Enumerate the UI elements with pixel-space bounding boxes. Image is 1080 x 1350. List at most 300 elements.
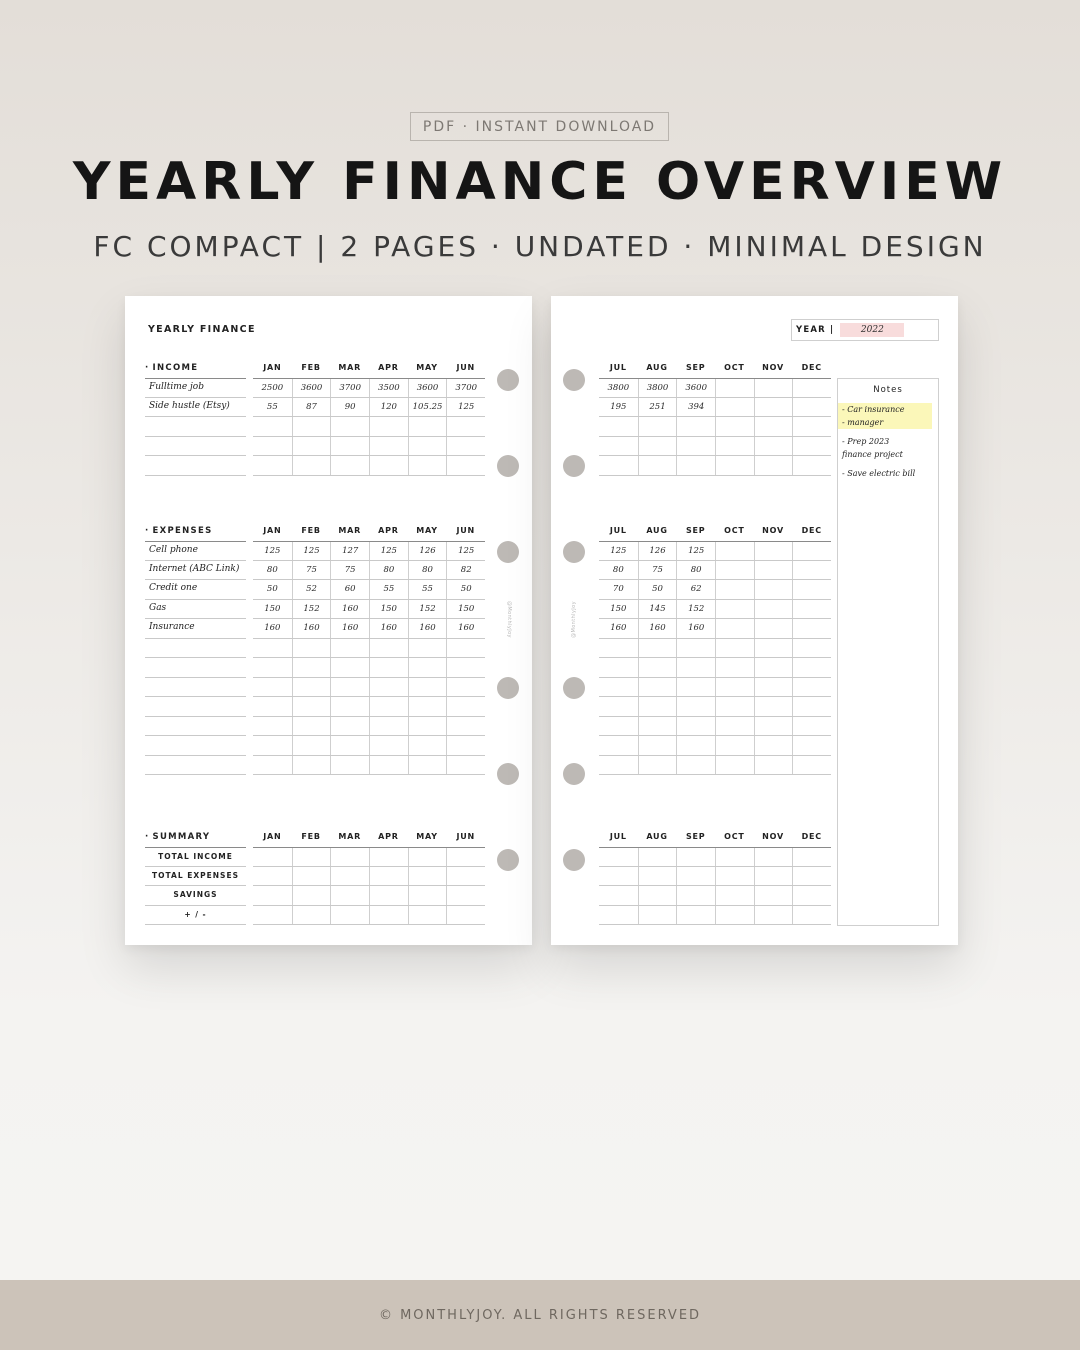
footer-band — [0, 1280, 1080, 1350]
table-cell[interactable]: 70 — [612, 584, 624, 594]
table-cell[interactable] — [792, 398, 831, 417]
table-cell[interactable] — [754, 417, 793, 436]
table-cell[interactable] — [715, 717, 754, 736]
table-cell[interactable] — [446, 437, 485, 456]
table-cell[interactable]: 125 — [264, 546, 281, 556]
table-cell[interactable] — [638, 658, 677, 677]
table-cell[interactable] — [754, 717, 793, 736]
table-cell[interactable]: 160 — [610, 623, 627, 633]
right-planner-page — [551, 296, 958, 945]
table-cell[interactable] — [292, 437, 331, 456]
table-cell[interactable] — [715, 417, 754, 436]
table-row — [253, 906, 485, 926]
table-cell[interactable] — [715, 437, 754, 456]
table-cell[interactable] — [408, 697, 447, 716]
table-cell[interactable] — [715, 379, 754, 397]
table-cell[interactable]: 75 — [330, 561, 369, 580]
table-cell[interactable] — [754, 561, 793, 580]
table-cell[interactable] — [754, 736, 793, 755]
table-cell[interactable] — [715, 600, 754, 619]
table-cell[interactable] — [446, 848, 485, 866]
table-cell[interactable] — [330, 456, 369, 475]
month-header-cell: MAR — [338, 363, 362, 372]
table-cell[interactable] — [638, 639, 677, 658]
table-cell[interactable] — [408, 848, 447, 866]
table-cell[interactable] — [754, 437, 793, 456]
row-label: Side hustle (Etsy) — [145, 398, 246, 418]
table-cell[interactable] — [253, 886, 292, 905]
table-cell[interactable]: 105.25 — [408, 398, 447, 417]
table-cell[interactable] — [638, 756, 677, 775]
table-cell[interactable] — [330, 717, 369, 736]
table-cell[interactable] — [792, 437, 831, 456]
table-cell[interactable]: 160 — [369, 619, 408, 638]
table-cell[interactable]: 145 — [638, 600, 677, 619]
table-cell[interactable] — [792, 456, 831, 475]
table-cell[interactable]: 125 — [610, 546, 627, 556]
table-cell[interactable] — [792, 639, 831, 658]
table-cell[interactable] — [369, 456, 408, 475]
table-cell[interactable] — [408, 639, 447, 658]
table-cell[interactable]: 160 — [292, 619, 331, 638]
table-cell[interactable] — [638, 437, 677, 456]
table-cell[interactable]: 160 — [638, 619, 677, 638]
table-cell[interactable] — [330, 678, 369, 697]
table-cell[interactable] — [638, 456, 677, 475]
table-cell[interactable]: 80 — [369, 561, 408, 580]
table-cell[interactable]: 3700 — [446, 379, 485, 397]
table-cell[interactable]: 160 — [264, 623, 281, 633]
table-cell[interactable]: 3600 — [408, 379, 447, 397]
table-cell[interactable] — [446, 658, 485, 677]
table-cell[interactable] — [676, 456, 715, 475]
table-cell[interactable] — [408, 717, 447, 736]
table-cell[interactable]: 80 — [612, 564, 624, 575]
table-cell[interactable] — [792, 658, 831, 677]
table-cell[interactable] — [754, 678, 793, 697]
table-cell[interactable] — [253, 658, 292, 677]
expenses-section-label: · EXPENSES — [145, 526, 213, 536]
table-cell[interactable]: 3600 — [292, 379, 331, 397]
table-cell[interactable] — [676, 697, 715, 716]
table-cell[interactable] — [408, 886, 447, 905]
table-cell[interactable] — [599, 658, 638, 677]
table-cell[interactable]: 3600 — [676, 379, 715, 397]
table-cell[interactable] — [446, 736, 485, 755]
table-cell[interactable] — [292, 417, 331, 436]
table-cell[interactable] — [446, 886, 485, 905]
table-cell[interactable] — [715, 542, 754, 560]
table-cell[interactable] — [638, 906, 677, 925]
table-cell[interactable] — [292, 658, 331, 677]
page-title: YEARLY FINANCE — [148, 324, 256, 335]
table-cell[interactable] — [369, 906, 408, 925]
table-cell[interactable]: 125 — [676, 542, 715, 560]
side-copyright: @MonthlyJoy — [571, 601, 577, 638]
table-cell[interactable] — [599, 886, 638, 905]
table-cell[interactable] — [638, 886, 677, 905]
table-cell[interactable] — [369, 437, 408, 456]
table-cell[interactable] — [253, 456, 292, 475]
table-cell[interactable]: 62 — [676, 580, 715, 599]
table-cell[interactable] — [715, 639, 754, 658]
table-cell[interactable] — [715, 456, 754, 475]
table-cell[interactable] — [792, 542, 831, 560]
table-cell[interactable] — [792, 379, 831, 397]
table-cell[interactable] — [792, 886, 831, 905]
table-cell[interactable] — [292, 848, 331, 866]
table-cell[interactable] — [676, 736, 715, 755]
table-cell[interactable] — [792, 867, 831, 886]
table-cell[interactable]: 251 — [638, 398, 677, 417]
table-cell[interactable] — [253, 417, 292, 436]
month-header-cell: MAR — [338, 526, 362, 535]
table-cell[interactable] — [792, 697, 831, 716]
table-cell[interactable] — [715, 848, 754, 866]
table-cell[interactable] — [292, 678, 331, 697]
table-cell[interactable] — [369, 867, 408, 886]
table-cell[interactable] — [408, 756, 447, 775]
table-cell[interactable] — [330, 906, 369, 925]
table-cell[interactable] — [408, 437, 447, 456]
table-cell[interactable]: 80 — [266, 564, 278, 575]
table-cell[interactable] — [292, 756, 331, 775]
table-cell[interactable] — [715, 756, 754, 775]
table-cell[interactable] — [253, 736, 292, 755]
table-cell[interactable]: 120 — [369, 398, 408, 417]
month-header-cell: FEB — [301, 363, 321, 372]
table-cell[interactable]: 3800 — [607, 383, 630, 393]
table-cell[interactable] — [369, 736, 408, 755]
table-cell[interactable] — [369, 886, 408, 905]
table-cell[interactable] — [599, 639, 638, 658]
table-cell[interactable] — [446, 639, 485, 658]
ring-hole — [497, 849, 519, 871]
table-cell[interactable]: 195 — [610, 401, 627, 412]
table-cell[interactable] — [330, 417, 369, 436]
row-label — [145, 658, 246, 678]
table-cell[interactable] — [446, 417, 485, 436]
table-cell[interactable] — [330, 867, 369, 886]
table-cell[interactable]: 50 — [266, 584, 278, 594]
table-row — [253, 847, 485, 867]
table-cell[interactable] — [792, 756, 831, 775]
table-cell[interactable]: 152 — [292, 600, 331, 619]
table-cell[interactable]: 3700 — [330, 379, 369, 397]
table-cell[interactable] — [330, 639, 369, 658]
table-cell[interactable] — [676, 867, 715, 886]
table-cell[interactable]: 75 — [638, 561, 677, 580]
table-cell[interactable] — [446, 867, 485, 886]
table-cell[interactable] — [638, 867, 677, 886]
table-cell[interactable]: 3500 — [369, 379, 408, 397]
table-cell[interactable] — [754, 848, 793, 866]
income-row-labels — [145, 378, 246, 476]
table-cell[interactable] — [253, 639, 292, 658]
table-cell[interactable] — [754, 580, 793, 599]
month-header-cell: JAN — [263, 363, 282, 372]
table-cell[interactable] — [292, 697, 331, 716]
table-cell[interactable] — [792, 561, 831, 580]
table-cell[interactable]: 125 — [292, 542, 331, 560]
table-cell[interactable]: 55 — [369, 580, 408, 599]
table-cell[interactable] — [754, 619, 793, 638]
table-cell[interactable] — [676, 848, 715, 866]
table-cell[interactable] — [599, 717, 638, 736]
table-cell[interactable]: 55 — [266, 401, 278, 412]
table-cell[interactable] — [369, 848, 408, 866]
table-cell[interactable] — [330, 658, 369, 677]
table-cell[interactable]: 152 — [408, 600, 447, 619]
month-header-cell: MAY — [416, 832, 438, 841]
table-cell[interactable]: 50 — [446, 580, 485, 599]
table-cell[interactable] — [369, 658, 408, 677]
table-cell[interactable] — [715, 580, 754, 599]
table-row — [599, 561, 831, 581]
table-cell[interactable] — [792, 736, 831, 755]
table-cell[interactable] — [292, 886, 331, 905]
table-cell[interactable] — [715, 886, 754, 905]
table-cell[interactable] — [446, 678, 485, 697]
table-cell[interactable] — [408, 658, 447, 677]
month-header-cell: FEB — [301, 526, 321, 535]
expenses-row-labels — [145, 541, 246, 775]
table-cell[interactable]: 75 — [292, 561, 331, 580]
table-cell[interactable] — [638, 417, 677, 436]
table-cell[interactable] — [369, 756, 408, 775]
table-cell[interactable] — [676, 886, 715, 905]
table-cell[interactable] — [792, 600, 831, 619]
note-item: - Car insurance - manager — [838, 403, 932, 429]
table-cell[interactable] — [715, 678, 754, 697]
table-cell[interactable] — [446, 906, 485, 925]
table-row — [253, 717, 485, 737]
table-cell[interactable] — [676, 639, 715, 658]
product-subtitle: FC COMPACT | 2 PAGES · UNDATED · MINIMAL DESIGN — [93, 230, 987, 263]
table-cell[interactable] — [754, 756, 793, 775]
table-cell[interactable] — [792, 678, 831, 697]
table-cell[interactable] — [253, 756, 292, 775]
table-cell[interactable] — [754, 456, 793, 475]
table-cell[interactable]: 125 — [446, 398, 485, 417]
table-cell[interactable] — [408, 456, 447, 475]
table-cell[interactable] — [408, 417, 447, 436]
table-cell[interactable]: 160 — [330, 600, 369, 619]
table-cell[interactable] — [292, 867, 331, 886]
table-row — [253, 437, 485, 457]
table-cell[interactable] — [369, 678, 408, 697]
table-cell[interactable] — [792, 717, 831, 736]
month-header-cell: JAN — [263, 832, 282, 841]
table-cell[interactable] — [292, 456, 331, 475]
ring-hole — [563, 369, 585, 391]
table-cell[interactable]: 150 — [610, 603, 627, 614]
table-cell[interactable]: 160 — [330, 619, 369, 638]
table-cell[interactable] — [715, 398, 754, 417]
table-cell[interactable] — [754, 542, 793, 560]
table-cell[interactable] — [754, 658, 793, 677]
table-cell[interactable] — [599, 697, 638, 716]
table-cell[interactable] — [330, 437, 369, 456]
table-cell[interactable] — [676, 658, 715, 677]
table-cell[interactable] — [446, 456, 485, 475]
table-cell[interactable] — [408, 867, 447, 886]
table-cell[interactable] — [408, 678, 447, 697]
table-cell[interactable]: 3800 — [638, 379, 677, 397]
table-cell[interactable] — [676, 756, 715, 775]
month-header-cell: APR — [378, 526, 399, 535]
table-cell[interactable] — [599, 906, 638, 925]
table-cell[interactable] — [599, 848, 638, 866]
table-cell[interactable]: 125 — [369, 542, 408, 560]
table-cell[interactable]: 80 — [408, 561, 447, 580]
table-cell[interactable] — [638, 697, 677, 716]
ring-hole — [563, 455, 585, 477]
product-title: YEARLY FINANCE OVERVIEW — [72, 152, 1008, 212]
table-row — [253, 378, 485, 398]
table-cell[interactable]: 90 — [330, 398, 369, 417]
table-cell[interactable] — [638, 678, 677, 697]
table-cell[interactable]: 150 — [446, 600, 485, 619]
table-cell[interactable] — [599, 736, 638, 755]
table-cell[interactable] — [369, 417, 408, 436]
table-cell[interactable]: 160 — [408, 619, 447, 638]
table-cell[interactable] — [638, 848, 677, 866]
table-cell[interactable] — [676, 717, 715, 736]
table-cell[interactable] — [676, 417, 715, 436]
table-cell[interactable] — [330, 736, 369, 755]
table-cell[interactable] — [330, 756, 369, 775]
summary-section-label: · SUMMARY — [145, 832, 211, 842]
table-row — [253, 561, 485, 581]
table-cell[interactable] — [446, 756, 485, 775]
table-cell[interactable]: 152 — [676, 600, 715, 619]
table-cell[interactable] — [792, 417, 831, 436]
table-row — [599, 756, 831, 776]
table-cell[interactable] — [599, 756, 638, 775]
table-cell[interactable] — [599, 456, 638, 475]
ring-hole — [497, 455, 519, 477]
table-cell[interactable] — [369, 717, 408, 736]
table-cell[interactable]: 150 — [369, 600, 408, 619]
table-cell[interactable] — [253, 437, 292, 456]
table-cell[interactable] — [676, 906, 715, 925]
table-row — [599, 580, 831, 600]
table-cell[interactable] — [599, 417, 638, 436]
table-cell[interactable] — [599, 867, 638, 886]
table-cell[interactable] — [253, 906, 292, 925]
row-label: Fulltime job — [145, 378, 246, 398]
table-cell[interactable] — [715, 697, 754, 716]
table-cell[interactable] — [292, 717, 331, 736]
table-cell[interactable] — [330, 848, 369, 866]
table-cell[interactable]: 52 — [292, 580, 331, 599]
year-value: 2022 — [840, 323, 904, 337]
table-cell[interactable]: 82 — [446, 561, 485, 580]
table-cell[interactable]: 160 — [446, 619, 485, 638]
table-cell[interactable] — [715, 619, 754, 638]
table-cell[interactable] — [792, 580, 831, 599]
row-label: Gas — [145, 600, 246, 620]
month-header-cell: JUL — [609, 832, 627, 841]
table-cell[interactable] — [292, 906, 331, 925]
year-field[interactable] — [791, 319, 939, 341]
ring-hole — [497, 369, 519, 391]
table-row — [253, 678, 485, 698]
table-cell[interactable] — [676, 437, 715, 456]
table-cell[interactable] — [369, 639, 408, 658]
table-cell[interactable] — [715, 736, 754, 755]
table-cell[interactable]: 126 — [408, 542, 447, 560]
table-cell[interactable] — [446, 697, 485, 716]
table-cell[interactable]: 125 — [446, 542, 485, 560]
table-cell[interactable] — [754, 600, 793, 619]
table-cell[interactable]: 150 — [264, 603, 281, 614]
table-cell[interactable] — [638, 717, 677, 736]
table-cell[interactable] — [253, 717, 292, 736]
table-cell[interactable]: 394 — [676, 398, 715, 417]
month-header-cell: DEC — [801, 363, 822, 372]
table-cell[interactable]: 127 — [330, 542, 369, 560]
table-cell[interactable] — [253, 867, 292, 886]
table-cell[interactable] — [369, 697, 408, 716]
table-cell[interactable] — [292, 639, 331, 658]
table-cell[interactable] — [715, 867, 754, 886]
table-row — [599, 619, 831, 639]
table-cell[interactable]: 126 — [638, 542, 677, 560]
table-cell[interactable] — [754, 697, 793, 716]
table-cell[interactable] — [408, 906, 447, 925]
table-cell[interactable]: 160 — [676, 619, 715, 638]
table-cell[interactable] — [676, 678, 715, 697]
table-cell[interactable] — [715, 906, 754, 925]
table-cell[interactable] — [330, 886, 369, 905]
table-cell[interactable]: 60 — [330, 580, 369, 599]
table-cell[interactable] — [792, 619, 831, 638]
table-cell[interactable] — [792, 848, 831, 866]
table-cell[interactable] — [754, 398, 793, 417]
table-cell[interactable] — [599, 678, 638, 697]
table-cell[interactable] — [754, 379, 793, 397]
table-cell[interactable] — [599, 437, 638, 456]
table-cell[interactable] — [754, 906, 793, 925]
table-cell[interactable] — [253, 848, 292, 866]
income-month-header — [253, 362, 485, 374]
table-cell[interactable] — [292, 736, 331, 755]
table-cell[interactable] — [754, 867, 793, 886]
table-cell[interactable]: 87 — [292, 398, 331, 417]
ring-hole — [497, 677, 519, 699]
row-label — [145, 639, 246, 659]
table-cell[interactable] — [792, 906, 831, 925]
table-cell[interactable] — [408, 736, 447, 755]
table-cell[interactable]: 55 — [408, 580, 447, 599]
table-cell[interactable] — [330, 697, 369, 716]
table-cell[interactable] — [253, 678, 292, 697]
table-cell[interactable] — [715, 658, 754, 677]
table-cell[interactable] — [638, 736, 677, 755]
table-cell[interactable] — [754, 639, 793, 658]
table-cell[interactable] — [715, 561, 754, 580]
table-cell[interactable] — [754, 886, 793, 905]
table-cell[interactable] — [253, 697, 292, 716]
table-cell[interactable]: 80 — [676, 561, 715, 580]
expenses-grid-h2 — [599, 541, 831, 775]
table-cell[interactable] — [446, 717, 485, 736]
month-header-cell: JUL — [609, 363, 627, 372]
table-cell[interactable]: 2500 — [261, 383, 284, 393]
table-cell[interactable]: 50 — [638, 580, 677, 599]
